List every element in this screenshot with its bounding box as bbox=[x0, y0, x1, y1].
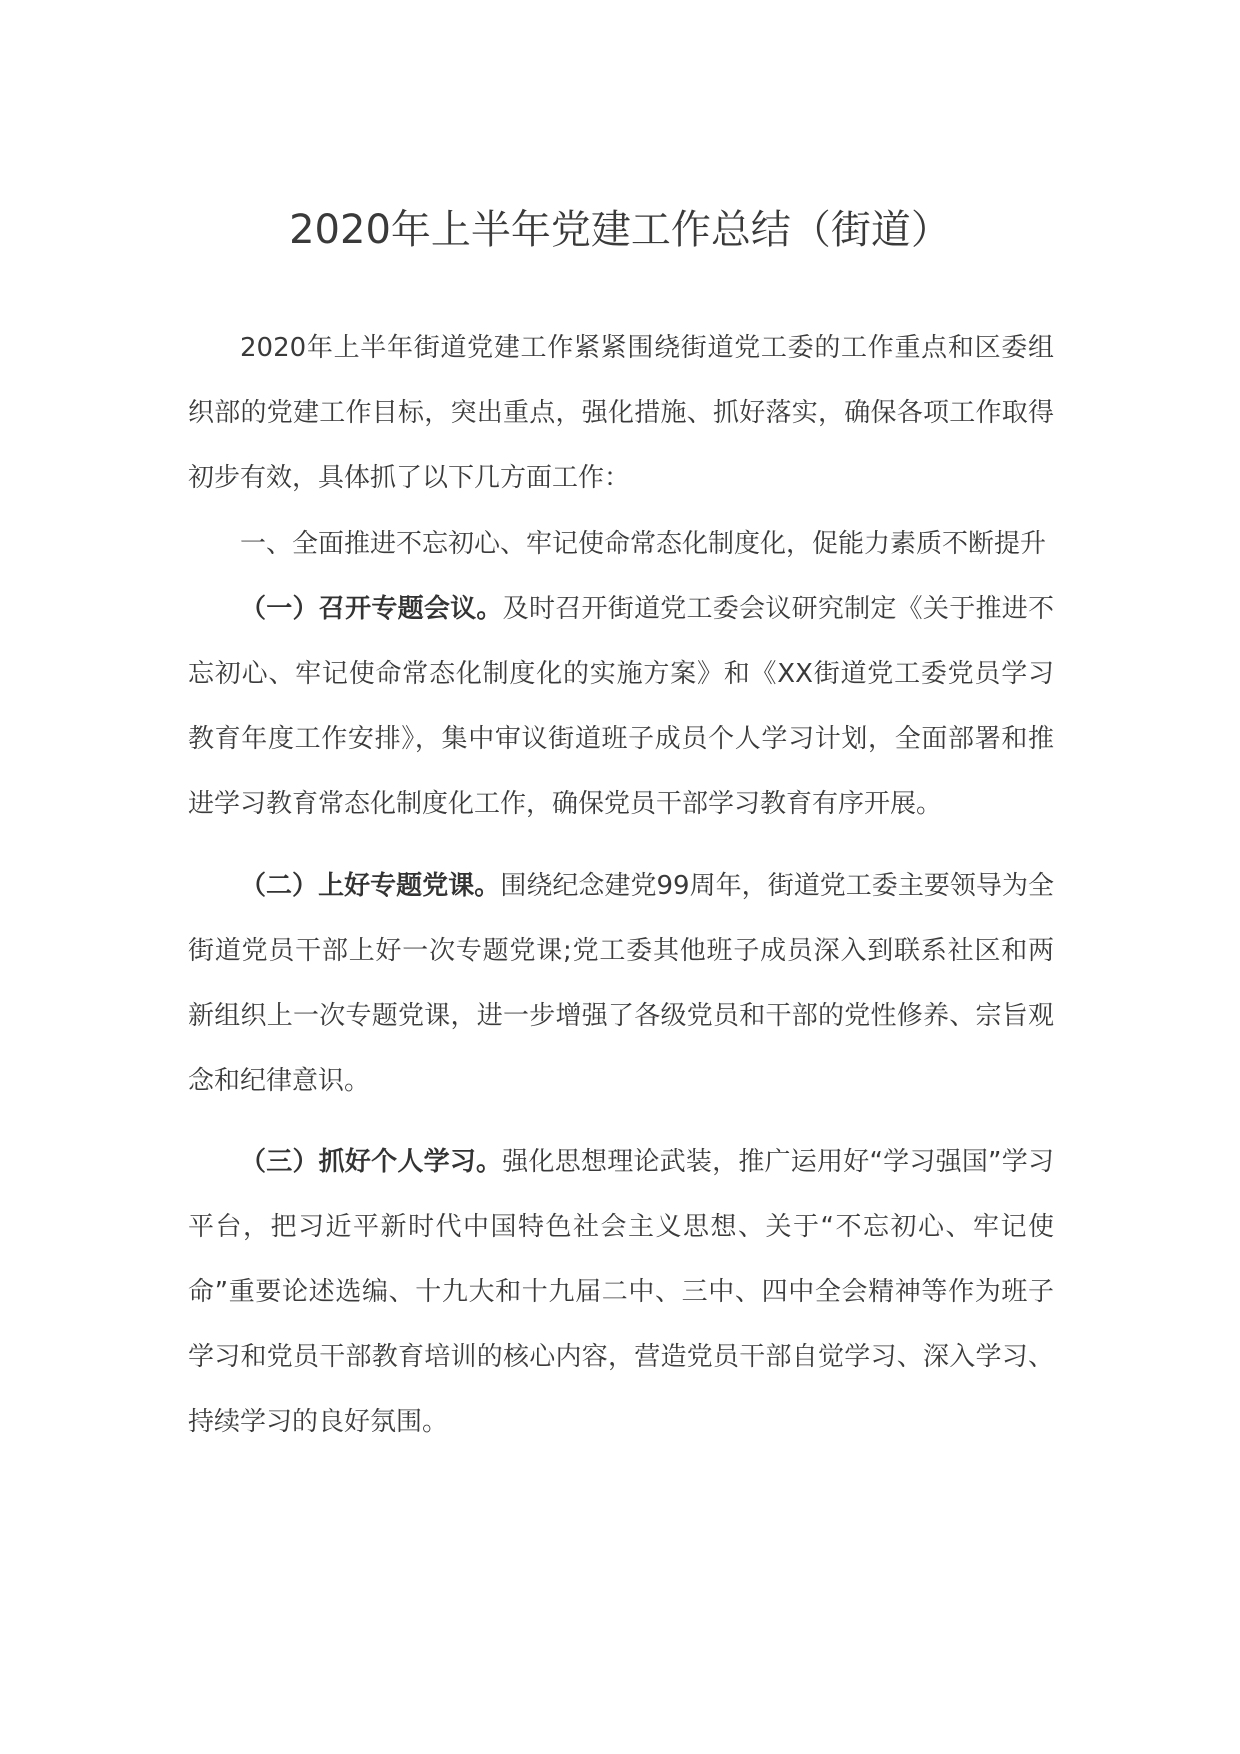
document-title: 2020年上半年党建工作总结（街道） bbox=[289, 207, 951, 253]
subsection-2-text: 围绕纪念建党99周年，街道党工委主要领导为全街道党员干部上好一次专题党课;党工委其他班子成员深入到联系社区和两新组织上一次专题党课，进一步增强了各级党员和干部的党性修养、宗旨观念和纪律意识。 bbox=[188, 871, 1054, 1096]
subsection-3-text: 强化思想理论武装，推广运用好“学习强国”学习平台，把习近平新时代中国特色社会主义思想、关于“不忘初心、牢记使命”重要论述选编、十九大和十九届二中、三中、四中全会精神等作为班子学习和党员干部教育培训的核心内容，营造党员干部自觉学习、深入学习、持续学习的良好氛围。 bbox=[188, 1147, 1054, 1437]
subsection-2-paragraph bbox=[188, 854, 1054, 1114]
subsection-3-lead: （三）抓好个人学习。 bbox=[240, 1147, 503, 1177]
subsection-2-lead: （二）上好专题党课。 bbox=[240, 871, 501, 901]
subsection-1-paragraph bbox=[188, 577, 1054, 837]
section-heading-1: 一、全面推进不忘初心、牢记使命常态化制度化，促能力素质不断提升 bbox=[240, 529, 1047, 559]
intro-paragraph: 2020年上半年街道党建工作紧紧围绕街道党工委的工作重点和区委组织部的党建工作目标，突出重点，强化措施、抓好落实，确保各项工作取得初步有效，具体抓了以下几方面工作： bbox=[188, 333, 1054, 493]
subsection-1-text: 及时召开街道党工委会议研究制定《关于推进不忘初心、牢记使命常态化制度化的实施方案》和《XX街道党工委党员学习教育年度工作安排》，集中审议街道班子成员个人学习计划，全面部署和推进学习教育常态化制度化工作，确保党员干部学习教育有序开展。 bbox=[188, 594, 1054, 819]
subsection-1-lead: （一）召开专题会议。 bbox=[240, 594, 503, 624]
subsection-3-paragraph bbox=[188, 1130, 1054, 1455]
